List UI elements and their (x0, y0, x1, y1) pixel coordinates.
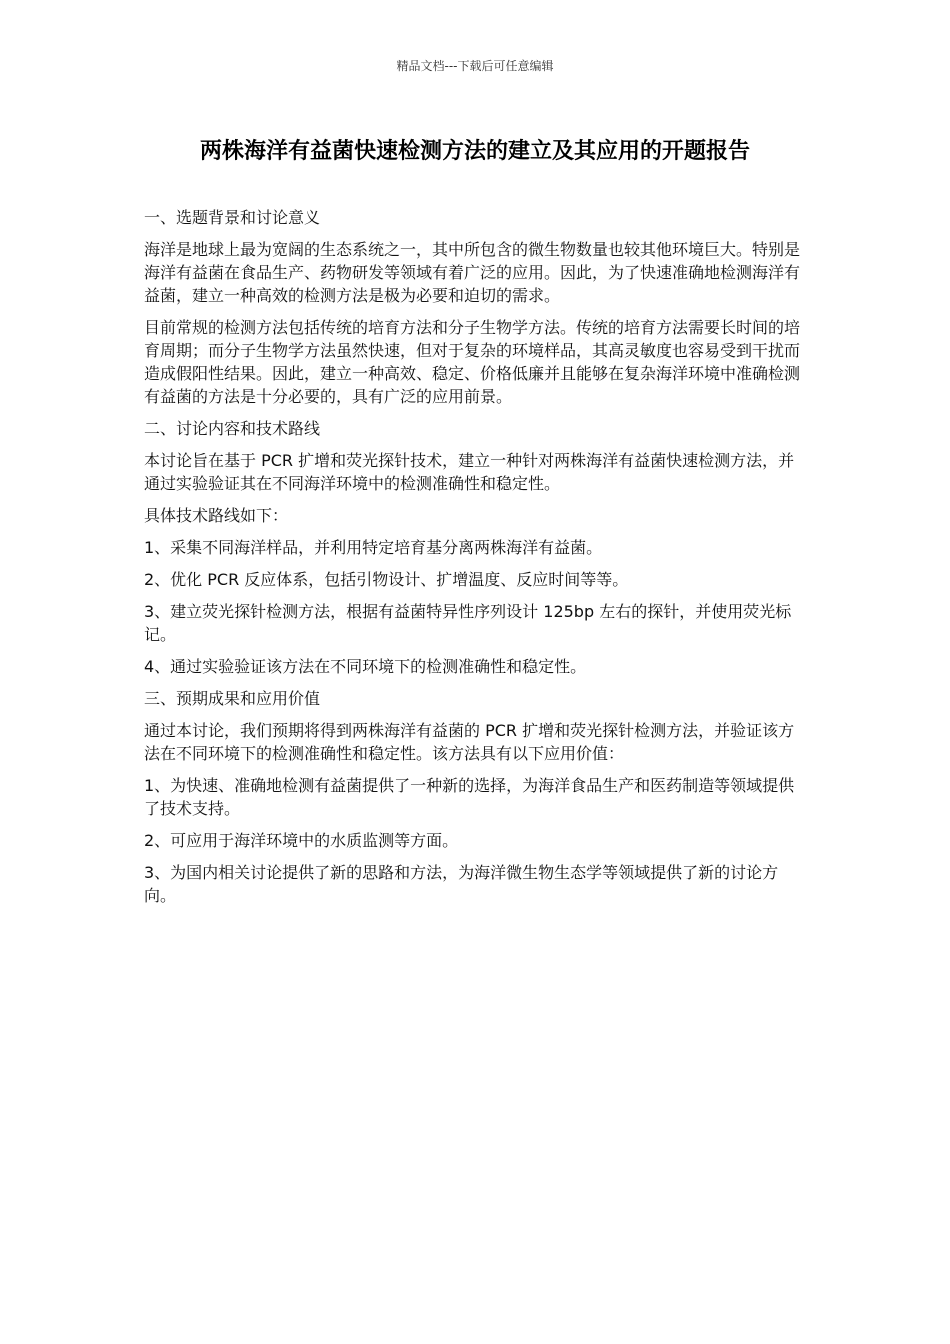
paragraph-content-intro: 本讨论旨在基于 PCR 扩增和荧光探针技术，建立一种针对两株海洋有益菌快速检测方法，并通过实验验证其在不同海洋环境中的检测准确性和稳定性。 (144, 451, 795, 493)
paragraph-background-2: 目前常规的检测方法包括传统的培育方法和分子生物学方法。传统的培育方法需要长时间的培育周期；而分子生物学方法虽然快速，但对于复杂的环境样品，其高灵敏度也容易受到干扰而造成假阳性结果。因此，建立一种高效、稳定、价格低廉并且能够在复杂海洋环境中准确检测有益菌的方法是十分必要的，具有广泛的应用前景。 (144, 318, 801, 406)
section-heading-outcomes: 三、预期成果和应用价值 (144, 689, 321, 708)
list-item-value-1: 1、为快速、准确地检测有益菌提供了一种新的选择，为海洋食品生产和医药制造等领域提供了技术支持。 (144, 776, 795, 818)
list-item-route-3: 3、建立荧光探针检测方法，根据有益菌特异性序列设计 125bp 左右的探针，并使用荧光标记。 (144, 602, 792, 644)
list-item-route-2: 2、优化 PCR 反应体系，包括引物设计、扩增温度、反应时间等等。 (144, 570, 629, 589)
document-title: 两株海洋有益菌快速检测方法的建立及其应用的开题报告 (199, 139, 750, 164)
section-heading-content: 二、讨论内容和技术路线 (144, 419, 321, 438)
section-heading-background: 一、选题背景和讨论意义 (144, 208, 321, 227)
list-item-route-4: 4、通过实验验证该方法在不同环境下的检测准确性和稳定性。 (144, 657, 587, 676)
paragraph-route-intro: 具体技术路线如下： (144, 506, 289, 525)
page-header: 精品文档---下载后可任意编辑 (396, 59, 554, 73)
list-item-value-2: 2、可应用于海洋环境中的水质监测等方面。 (144, 831, 459, 850)
list-item-route-1: 1、采集不同海洋样品，并利用特定培育基分离两株海洋有益菌。 (144, 538, 603, 557)
document-body (144, 206, 808, 916)
list-item-value-3: 3、为国内相关讨论提供了新的思路和方法，为海洋微生物生态学等领域提供了新的讨论方向。 (144, 863, 779, 905)
paragraph-outcomes-intro: 通过本讨论，我们预期将得到两株海洋有益菌的 PCR 扩增和荧光探针检测方法，并验证该方法在不同环境下的检测准确性和稳定性。该方法具有以下应用价值： (144, 721, 795, 763)
paragraph-background-1: 海洋是地球上最为宽阔的生态系统之一，其中所包含的微生物数量也较其他环境巨大。特别是海洋有益菌在食品生产、药物研发等领域有着广泛的应用。因此，为了快速准确地检测海洋有益菌，建立一种高效的检测方法是极为必要和迫切的需求。 (144, 240, 801, 305)
